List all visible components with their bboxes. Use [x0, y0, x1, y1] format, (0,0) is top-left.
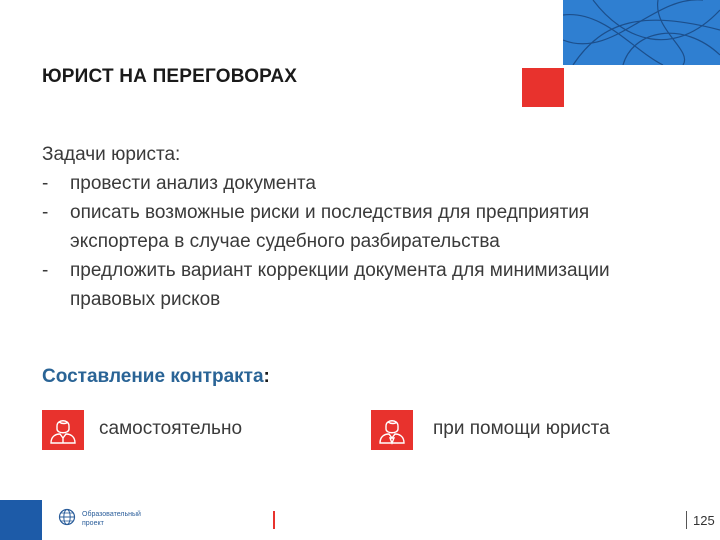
tasks-list — [42, 169, 692, 314]
task-item: - предложить вариант коррекции документа для минимизации правовых рисков — [42, 260, 610, 310]
task-text: предложить вариант коррекции документа для минимизации правовых рисков — [70, 260, 610, 310]
globe-icon — [58, 508, 76, 526]
task-text: провести анализ документа — [70, 173, 316, 194]
slide-title: ЮРИСТ НА ПЕРЕГОВОРАХ — [42, 66, 298, 87]
task-text: описать возможные риски и последствия для предприятия экспортера в случае судебного разбирательства — [70, 202, 590, 252]
footer-red-divider — [273, 511, 275, 529]
person-icon — [42, 410, 84, 450]
page-number-divider — [686, 511, 687, 529]
decorative-red-square — [522, 68, 564, 107]
option-label: при помощи юриста — [433, 418, 610, 439]
logo-line: проект — [82, 520, 104, 527]
lawyer-icon — [371, 410, 413, 450]
task-item: - провести анализ документа — [42, 173, 316, 194]
section-title-text: Составление контракта — [42, 366, 264, 387]
tasks-block — [42, 140, 692, 314]
logo-text — [82, 510, 141, 528]
logo-line: Образовательный — [82, 511, 141, 518]
section-title-colon: : — [263, 366, 270, 387]
task-item: - описать возможные риски и последствия для предприятия экспортера в случае судебного разбирательства — [42, 202, 590, 252]
project-logo — [58, 508, 178, 532]
tasks-heading: Задачи юриста: — [42, 144, 181, 165]
footer-blue-block — [0, 500, 42, 540]
page-number: 125 — [693, 513, 715, 528]
option-label: самостоятельно — [99, 418, 243, 439]
decorative-blue-pattern — [563, 0, 720, 65]
section-title — [42, 366, 270, 388]
